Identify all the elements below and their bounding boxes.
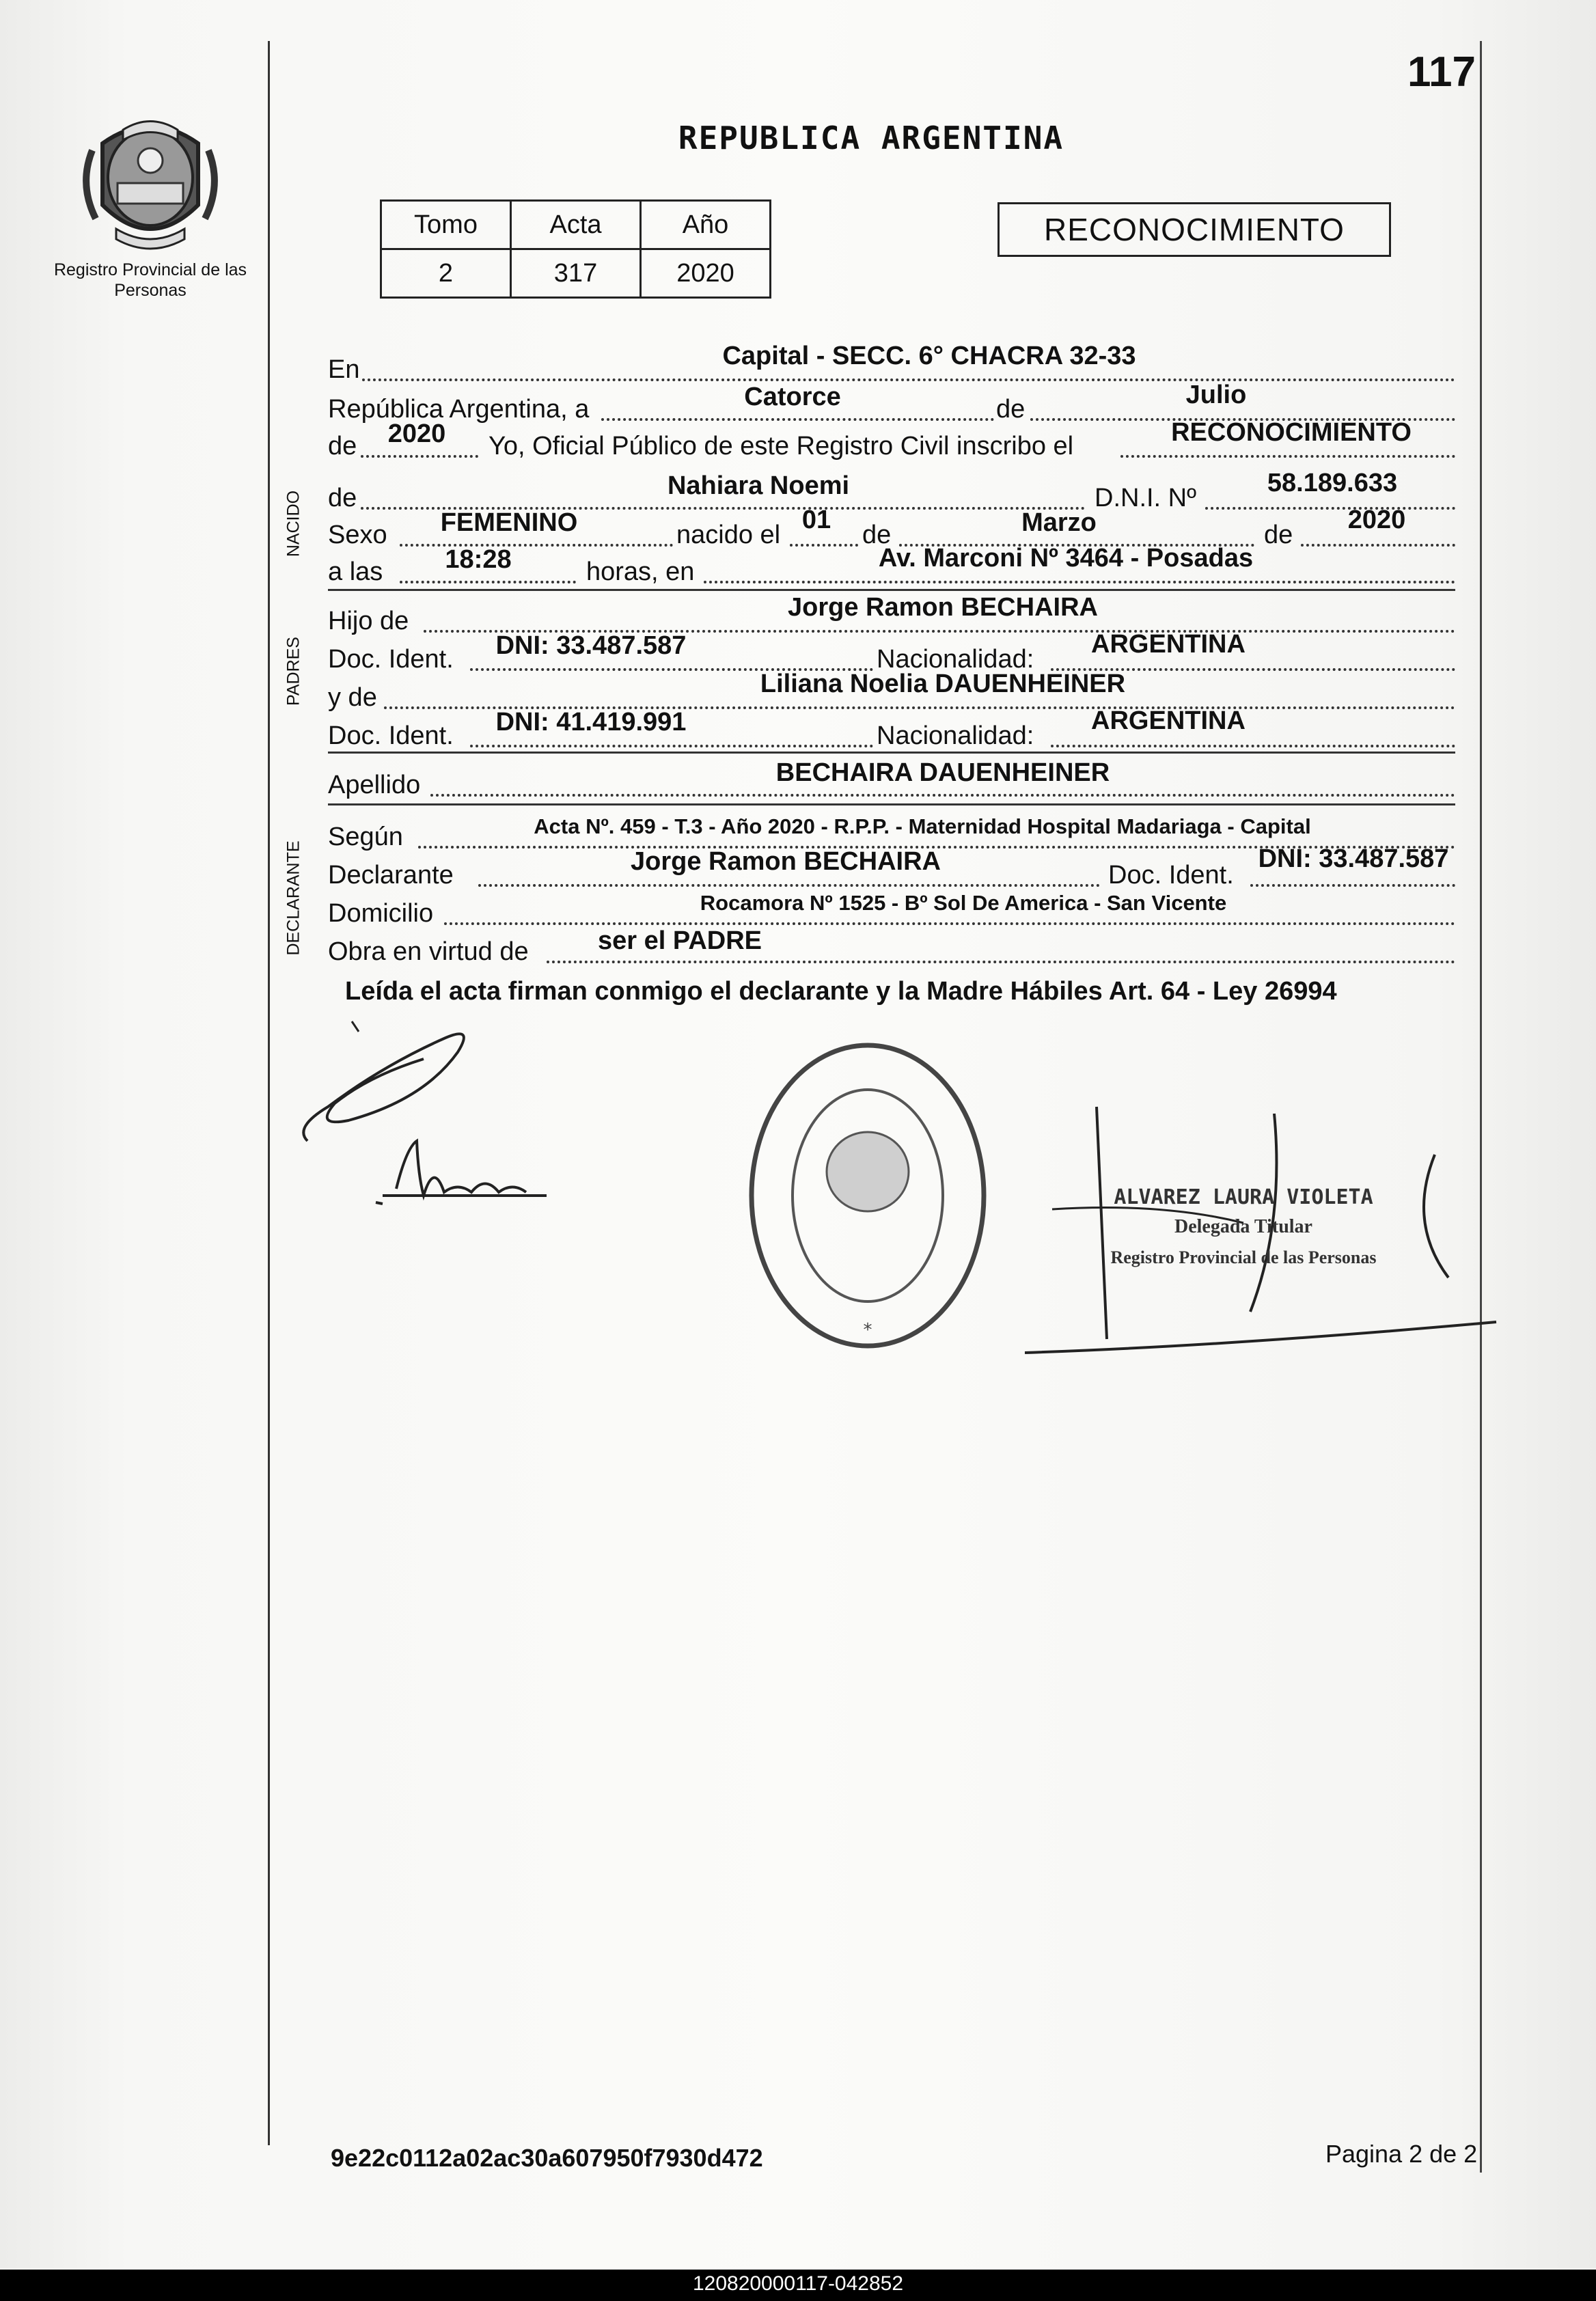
de-label: de <box>862 521 892 549</box>
dotted-leader <box>444 922 1455 925</box>
dotted-leader <box>601 418 994 421</box>
dotted-leader <box>1051 745 1455 747</box>
dotted-leader <box>704 581 1455 583</box>
year-value: 2020 <box>387 419 446 448</box>
apellido-label: Apellido <box>328 771 421 799</box>
official-org-stamp: Registro Provincial de las Personas <box>1110 1248 1377 1267</box>
mother-name-value: Liliana Noelia DAUENHEINER <box>760 670 1126 698</box>
month-value: Julio <box>1185 381 1247 409</box>
domicilio-label: Domicilio <box>328 899 434 928</box>
birth-day-value: 01 <box>801 506 831 534</box>
official-role-stamp: Delegada Titular <box>1174 1216 1312 1237</box>
dotted-leader <box>361 455 478 458</box>
registry-oval-seal <box>741 1035 994 1356</box>
declarant-name-value: Jorge Ramon BECHAIRA <box>631 847 941 876</box>
registry-label: Registro Provincial de las Personas <box>53 260 247 300</box>
child-name-value: Nahiara Noemi <box>667 471 850 500</box>
section-divider-apellido <box>328 803 1455 805</box>
nacionalidad-label: Nacionalidad: <box>877 721 1034 750</box>
declarant-signature <box>369 1134 553 1216</box>
doc-ident-label: Doc. Ident. <box>328 645 454 674</box>
mother-nationality-value: ARGENTINA <box>1091 706 1246 735</box>
de-label: de <box>328 484 357 512</box>
doc-ident-label: Doc. Ident. <box>1108 861 1234 890</box>
side-label-declarante: DECLARANTE <box>284 840 303 956</box>
reason-value: ser el PADRE <box>597 926 762 955</box>
dotted-leader <box>1301 544 1455 547</box>
birth-place-value: Av. Marconi Nº 3464 - Posadas <box>878 544 1254 573</box>
a-las-label: a las <box>328 557 383 586</box>
official-name-stamp: ALVAREZ LAURA VIOLETA <box>1114 1185 1373 1209</box>
horas-label: horas, en <box>586 557 695 586</box>
child-dni-value: 58.189.633 <box>1267 469 1398 497</box>
closing-statement: Leída el acta firman conmigo el declarante y la Madre Hábiles Art. 64 - Ley 26994 <box>345 977 1337 1006</box>
nacionalidad-label: Nacionalidad: <box>877 645 1034 674</box>
document-title: REPUBLICA ARGENTINA <box>678 120 1064 156</box>
dotted-leader <box>430 794 1455 797</box>
header-acta: Acta <box>511 201 641 249</box>
father-name-value: Jorge Ramon BECHAIRA <box>788 593 1098 622</box>
birth-month-value: Marzo <box>1021 508 1097 537</box>
footer-code: 120820000117-042852 <box>692 2272 904 2295</box>
birth-time-value: 18:28 <box>445 545 512 574</box>
dotted-leader <box>400 581 576 583</box>
dni-label: D.N.I. Nº <box>1095 484 1196 512</box>
record-table-header-row <box>381 201 771 249</box>
father-nationality-value: ARGENTINA <box>1091 630 1246 659</box>
inscribo-label: Yo, Oficial Público de este Registro Civil inscribo el <box>489 432 1074 460</box>
nacido-label: nacido el <box>676 521 781 549</box>
dotted-leader <box>470 745 873 747</box>
de-label: de <box>1264 521 1293 549</box>
header-tomo: Tomo <box>381 201 511 249</box>
dotted-leader <box>1250 884 1455 887</box>
y-de-label: y de <box>328 683 377 712</box>
segun-label: Según <box>328 823 403 851</box>
obra-label: Obra en virtud de <box>328 937 529 966</box>
section-divider-padres <box>328 752 1455 754</box>
surname-value: BECHAIRA DAUENHEINER <box>775 758 1110 787</box>
dotted-leader <box>478 884 1100 887</box>
value-tomo: 2 <box>381 249 511 298</box>
address-value: Rocamora Nº 1525 - Bº Sol De America - San Vicente <box>700 891 1227 915</box>
mother-doc-value: DNI: 41.419.991 <box>495 708 687 736</box>
inscribo-value: RECONOCIMIENTO <box>1171 418 1412 447</box>
dotted-leader <box>547 961 1455 963</box>
pagination: Pagina 2 de 2 <box>1325 2140 1478 2168</box>
left-margin-rule <box>268 41 270 2145</box>
header-anio: Año <box>641 201 771 249</box>
republica-label: República Argentina, a <box>328 395 590 424</box>
sexo-label: Sexo <box>328 521 387 549</box>
place-value: Capital - SECC. 6° CHACRA 32-33 <box>722 342 1136 370</box>
hijo-de-label: Hijo de <box>328 607 409 635</box>
de-label: de <box>328 432 357 460</box>
document-hash: 9e22c0112a02ac30a607950f7930d472 <box>331 2144 763 2172</box>
day-value: Catorce <box>744 383 841 411</box>
value-anio: 2020 <box>641 249 771 298</box>
declarant-doc-value: DNI: 33.487.587 <box>1258 844 1449 873</box>
declarante-label: Declarante <box>328 861 454 890</box>
doc-ident-label: Doc. Ident. <box>328 721 454 750</box>
svg-text:*: * <box>863 1320 872 1340</box>
page-number: 117 <box>1407 49 1476 96</box>
segun-value: Acta Nº. 459 - T.3 - Año 2020 - R.P.P. - Maternidad Hospital Madariaga - Capital <box>534 814 1311 838</box>
side-label-nacido: NACIDO <box>284 490 303 557</box>
dotted-leader <box>1120 455 1455 458</box>
father-doc-value: DNI: 33.487.587 <box>495 631 687 660</box>
de-label: de <box>996 395 1026 424</box>
en-label: En <box>328 355 360 384</box>
mother-signature <box>287 1011 485 1155</box>
sex-value: FEMENINO <box>440 508 578 537</box>
act-type-box: RECONOCIMIENTO <box>998 202 1391 257</box>
misiones-coat-of-arms-logo <box>75 102 225 260</box>
record-table-value-row <box>381 249 771 298</box>
value-acta: 317 <box>511 249 641 298</box>
record-table <box>380 199 771 299</box>
section-divider-nacido <box>328 589 1455 591</box>
birth-year-value: 2020 <box>1347 506 1406 534</box>
side-label-padres: PADRES <box>284 637 303 706</box>
